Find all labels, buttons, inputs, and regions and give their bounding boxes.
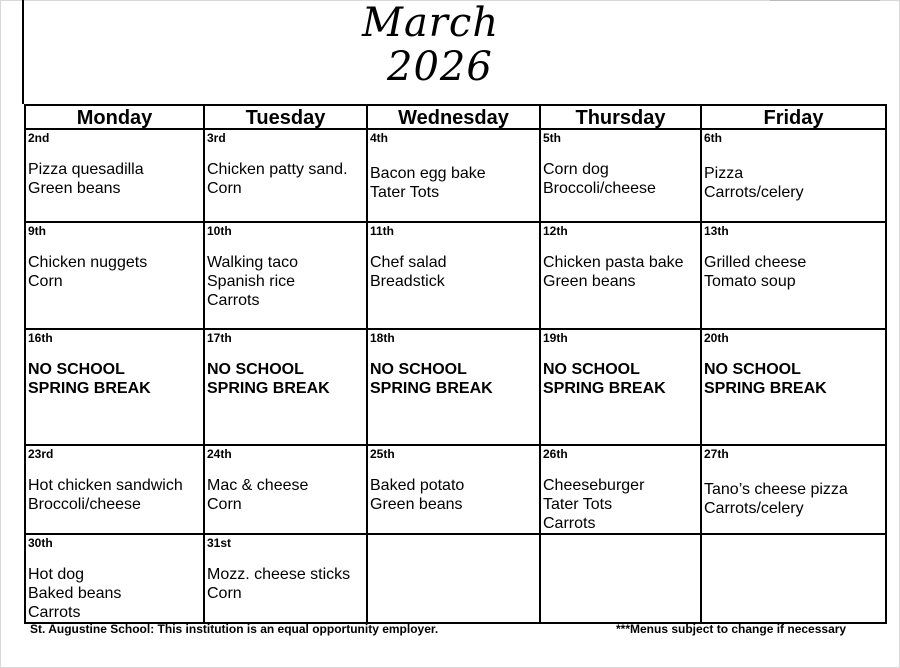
- day-number: 31st: [207, 536, 232, 550]
- day-cell: [25, 222, 204, 329]
- day-number: 18th: [370, 331, 395, 345]
- menu-item: Pizza: [704, 165, 744, 182]
- day-cell: [701, 445, 886, 534]
- menu-item: Green beans: [28, 180, 121, 197]
- menu-item: Breadstick: [370, 273, 445, 290]
- footer-menu-note: ***Menus subject to change if necessary: [616, 622, 847, 636]
- menu-item: Green beans: [370, 496, 463, 513]
- menu-item: Grilled cheese: [704, 254, 807, 271]
- menu-item: Corn dog: [543, 161, 609, 178]
- menu-list: [543, 476, 699, 533]
- menu-list: [370, 164, 538, 202]
- day-number: 20th: [704, 331, 729, 345]
- day-cell: [701, 534, 886, 623]
- title-year: 2026: [387, 44, 493, 90]
- menu-item: Chicken pasta bake: [543, 254, 684, 271]
- footer-employer-note: St. Augustine School: This institution is an equal opportunity employer.: [30, 622, 439, 636]
- day-number: 6th: [704, 131, 722, 145]
- weekday-header-row: [25, 105, 886, 129]
- day-cell: [540, 445, 701, 534]
- menu-item: Chicken nuggets: [28, 254, 148, 271]
- day-cell: [540, 534, 701, 623]
- day-number: 24th: [207, 447, 232, 461]
- menu-item: Cheeseburger: [543, 477, 645, 494]
- menu-list: [28, 565, 202, 622]
- menu-item: Hot dog: [28, 566, 85, 583]
- day-cell: [367, 445, 540, 534]
- day-cell: [540, 222, 701, 329]
- menu-item: Corn: [207, 496, 242, 513]
- day-number: 16th: [28, 331, 53, 345]
- menu-item: SPRING BREAK: [543, 380, 666, 397]
- weekday-header: Wednesday: [367, 105, 540, 129]
- day-cell: [204, 329, 367, 445]
- menu-item: SPRING BREAK: [28, 380, 151, 397]
- day-cell: [367, 129, 540, 222]
- day-number: 2nd: [28, 131, 50, 145]
- menu-list: [370, 360, 538, 398]
- menu-item: NO SCHOOL: [543, 361, 640, 378]
- week-row: [25, 222, 886, 329]
- menu-item: Chicken patty sand.: [207, 161, 348, 178]
- day-cell: [204, 129, 367, 222]
- day-number: 4th: [370, 131, 388, 145]
- day-cell: [25, 445, 204, 534]
- calendar-table: [24, 104, 887, 624]
- menu-item: Walking taco: [207, 254, 298, 271]
- day-cell: [204, 445, 367, 534]
- day-number: 30th: [28, 536, 53, 550]
- menu-item: Carrots: [207, 292, 260, 309]
- menu-list: [28, 360, 202, 398]
- day-cell: [701, 129, 886, 222]
- menu-item: Chef salad: [370, 254, 447, 271]
- title-month: March: [362, 0, 500, 46]
- day-cell: [204, 222, 367, 329]
- menu-item: Spanish rice: [207, 273, 296, 290]
- day-number: 17th: [207, 331, 232, 345]
- menu-item: Carrots: [28, 604, 81, 621]
- day-number: 27th: [704, 447, 729, 461]
- day-number: 19th: [543, 331, 568, 345]
- menu-item: Corn: [28, 273, 63, 290]
- day-number: 9th: [28, 224, 46, 238]
- menu-item: Tano’s cheese pizza: [704, 481, 848, 498]
- menu-list: [543, 360, 699, 398]
- day-number: 13th: [704, 224, 729, 238]
- menu-list: [370, 476, 538, 514]
- weekday-header: Monday: [25, 105, 204, 129]
- day-number: 23rd: [28, 447, 54, 461]
- day-number: 25th: [370, 447, 395, 461]
- menu-item: Tater Tots: [543, 496, 613, 513]
- day-cell: [25, 329, 204, 445]
- menu-list: [207, 360, 365, 398]
- menu-item: Pizza quesadilla: [28, 161, 144, 178]
- menu-list: [704, 253, 884, 291]
- day-number: 3rd: [207, 131, 226, 145]
- menu-item: SPRING BREAK: [370, 380, 493, 397]
- menu-list: [207, 160, 365, 198]
- weekday-header: Tuesday: [204, 105, 367, 129]
- week-row: [25, 445, 886, 534]
- menu-list: [704, 480, 884, 518]
- weekday-header: Thursday: [540, 105, 701, 129]
- day-cell: [540, 329, 701, 445]
- day-cell: [540, 129, 701, 222]
- menu-list: [543, 160, 699, 198]
- menu-item: Carrots/celery: [704, 500, 804, 517]
- menu-item: Mozz. cheese sticks: [207, 566, 351, 583]
- day-number: 10th: [207, 224, 232, 238]
- weekday-header: Friday: [701, 105, 886, 129]
- menu-list: [370, 253, 538, 291]
- day-cell: [25, 129, 204, 222]
- week-row: [25, 129, 886, 222]
- week-row: [25, 329, 886, 445]
- menu-item: Tater Tots: [370, 184, 440, 201]
- menu-list: [28, 160, 202, 198]
- day-number: 11th: [370, 224, 395, 238]
- menu-item: Carrots/celery: [704, 184, 804, 201]
- menu-item: Mac & cheese: [207, 477, 309, 494]
- menu-list: [28, 476, 202, 514]
- menu-list: [207, 565, 365, 603]
- day-cell: [367, 222, 540, 329]
- menu-item: NO SCHOOL: [28, 361, 125, 378]
- menu-list: [543, 253, 699, 291]
- day-cell: [25, 534, 204, 623]
- menu-list: [207, 476, 365, 514]
- menu-item: SPRING BREAK: [704, 380, 827, 397]
- top-rule: [770, 0, 880, 1]
- menu-item: Tomato soup: [704, 273, 796, 290]
- menu-item: Green beans: [543, 273, 636, 290]
- menu-item: Broccoli/cheese: [543, 180, 656, 197]
- menu-list: [704, 360, 884, 398]
- day-cell: [701, 222, 886, 329]
- menu-item: NO SCHOOL: [207, 361, 304, 378]
- menu-item: SPRING BREAK: [207, 380, 330, 397]
- menu-item: NO SCHOOL: [370, 361, 467, 378]
- day-number: 26th: [543, 447, 568, 461]
- day-cell: [367, 534, 540, 623]
- menu-list: [28, 253, 202, 291]
- menu-list: [704, 164, 884, 202]
- menu-item: Carrots: [543, 515, 596, 532]
- menu-item: Corn: [207, 585, 242, 602]
- menu-item: Hot chicken sandwich: [28, 477, 183, 494]
- menu-list: [207, 253, 365, 310]
- menu-item: NO SCHOOL: [704, 361, 801, 378]
- menu-item: Baked potato: [370, 477, 465, 494]
- day-number: 5th: [543, 131, 561, 145]
- margin-rule: [22, 0, 24, 104]
- menu-item: Bacon egg bake: [370, 165, 486, 182]
- day-cell: [204, 534, 367, 623]
- menu-item: Broccoli/cheese: [28, 496, 141, 513]
- day-cell: [701, 329, 886, 445]
- menu-item: Baked beans: [28, 585, 122, 602]
- menu-item: Corn: [207, 180, 242, 197]
- week-row: [25, 534, 886, 623]
- day-number: 12th: [543, 224, 568, 238]
- day-cell: [367, 329, 540, 445]
